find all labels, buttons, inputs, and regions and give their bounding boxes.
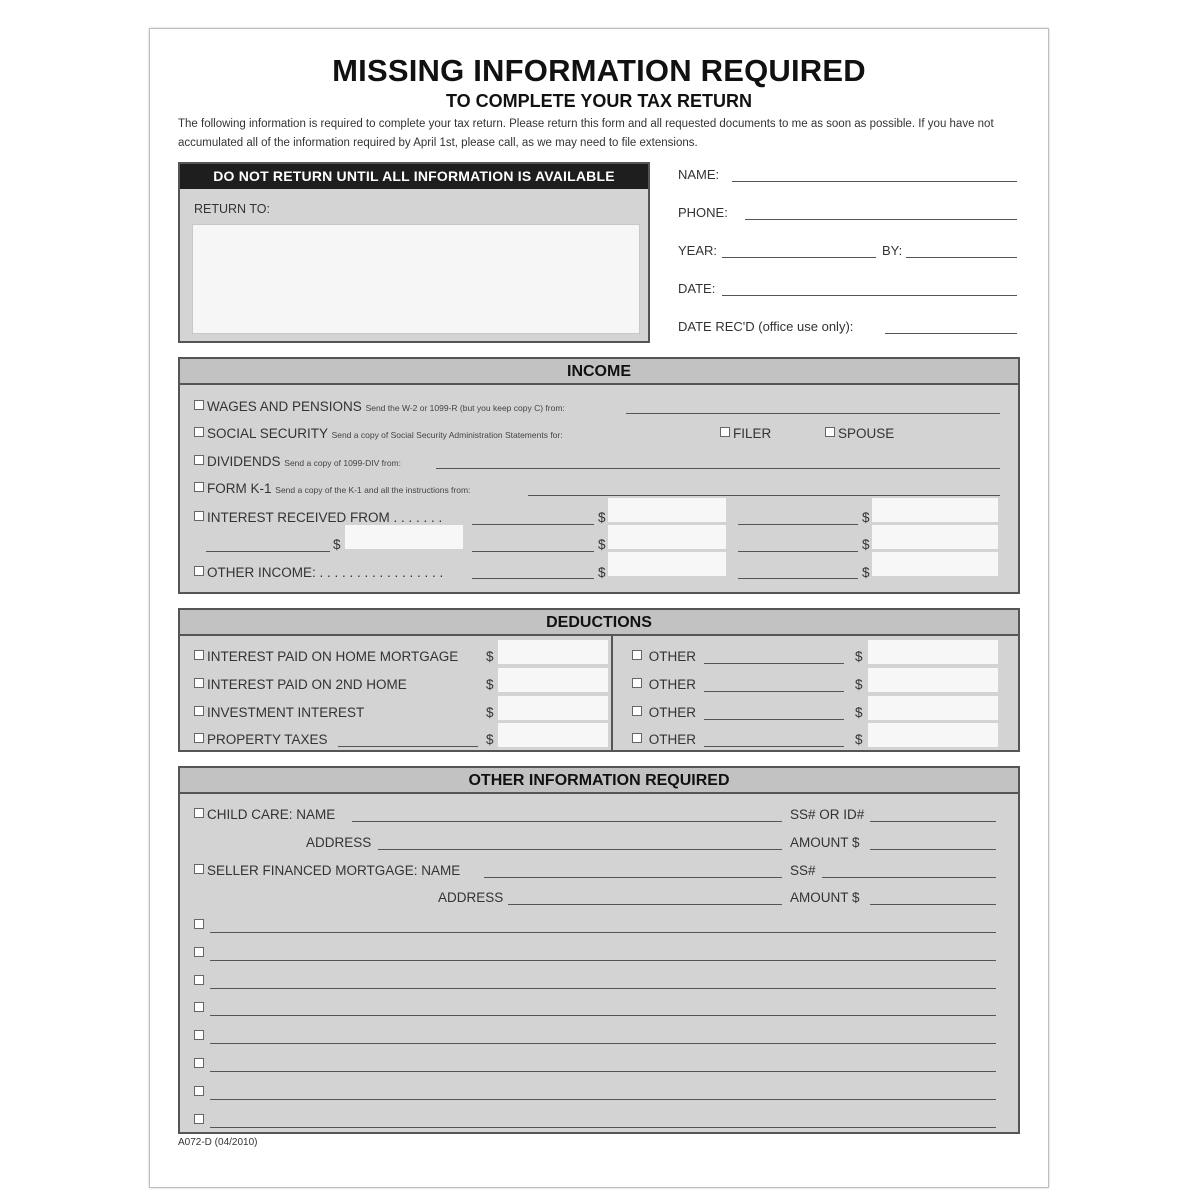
other-deduction-amount-box[interactable]	[868, 696, 998, 720]
deduction-label: INVESTMENT INTEREST	[207, 705, 365, 720]
deduction-checkbox[interactable]	[194, 706, 204, 716]
interest-received-label: INTEREST RECEIVED FROM . . . . . . .	[207, 510, 443, 525]
interest-payer-line[interactable]	[472, 551, 594, 552]
wages-checkbox[interactable]	[194, 400, 204, 410]
ss-or-id-label: SS# OR ID#	[790, 807, 865, 822]
other-deduction-label: OTHER	[648, 732, 697, 747]
deduction-checkbox[interactable]	[194, 678, 204, 688]
deduction-row	[194, 732, 328, 748]
form-k1-note: Send a copy of the K-1 and all the instructions from:	[275, 485, 471, 495]
interest-amount-box[interactable]	[872, 525, 998, 549]
blank-item-line[interactable]	[210, 1099, 996, 1100]
blank-item-checkbox[interactable]	[194, 1086, 204, 1096]
deduction-amount-box[interactable]	[498, 723, 608, 747]
date-field[interactable]	[722, 295, 1017, 296]
year-label: YEAR:	[678, 243, 718, 258]
other-income-row	[194, 565, 443, 581]
interest-payer-line[interactable]	[206, 551, 330, 552]
blank-item-checkbox[interactable]	[194, 919, 204, 929]
dollar-sign: $	[598, 565, 606, 580]
child-care-name-field[interactable]	[352, 821, 782, 822]
date-label: DATE:	[678, 281, 716, 296]
dividends-note: Send a copy of 1099-DIV from:	[284, 458, 401, 468]
dollar-sign: $	[855, 732, 863, 747]
other-deduction-row	[632, 705, 696, 721]
date-received-label: DATE REC'D (office use only):	[678, 319, 854, 334]
child-care-checkbox[interactable]	[194, 808, 204, 818]
form-k1-row	[194, 481, 470, 498]
deduction-row	[194, 677, 407, 693]
other-deduction-amount-box[interactable]	[868, 723, 998, 747]
seller-financed-amount-field[interactable]	[870, 904, 996, 905]
blank-item-line[interactable]	[210, 1043, 996, 1044]
other-income-amount-box[interactable]	[872, 552, 998, 576]
blank-item-line[interactable]	[210, 1071, 996, 1072]
seller-financed-checkbox[interactable]	[194, 864, 204, 874]
interest-payer-line[interactable]	[472, 524, 594, 525]
other-income-checkbox[interactable]	[194, 566, 204, 576]
dollar-sign: $	[333, 537, 341, 552]
dollar-sign: $	[855, 649, 863, 664]
seller-financed-amount-label: AMOUNT $	[790, 890, 860, 905]
form-code: A072-D (04/2010)	[178, 1137, 258, 1148]
blank-item-row	[194, 1113, 207, 1129]
other-deduction-line[interactable]	[704, 691, 844, 692]
by-label: BY:	[882, 243, 903, 258]
child-care-ss-field[interactable]	[870, 821, 996, 822]
other-information-section	[178, 766, 1020, 1134]
interest-amount-box[interactable]	[608, 525, 726, 549]
wages-label: WAGES AND PENSIONS	[207, 399, 362, 414]
other-deduction-amount-box[interactable]	[868, 668, 998, 692]
filer-option	[720, 426, 771, 442]
deductions-heading: DEDUCTIONS	[180, 610, 1018, 636]
blank-item-row	[194, 918, 207, 934]
deduction-checkbox[interactable]	[194, 733, 204, 743]
return-to-label: RETURN TO:	[194, 202, 270, 216]
seller-financed-row	[194, 863, 460, 879]
blank-item-line[interactable]	[210, 1127, 996, 1128]
dividends-checkbox[interactable]	[194, 455, 204, 465]
blank-item-checkbox[interactable]	[194, 1030, 204, 1040]
deduction-label: INTEREST PAID ON HOME MORTGAGE	[207, 649, 459, 664]
other-deduction-checkbox[interactable]	[632, 733, 642, 743]
form-title: MISSING INFORMATION REQUIRED	[332, 53, 866, 88]
other-income-payer-line[interactable]	[738, 578, 858, 579]
blank-item-checkbox[interactable]	[194, 947, 204, 957]
income-heading: INCOME	[180, 359, 1018, 385]
seller-financed-address-label: ADDRESS	[438, 890, 504, 905]
phone-field[interactable]	[745, 219, 1017, 220]
deduction-amount-box[interactable]	[498, 696, 608, 720]
seller-financed-name-field[interactable]	[484, 877, 782, 878]
other-deduction-checkbox[interactable]	[632, 706, 642, 716]
form-k1-field[interactable]	[528, 495, 1000, 496]
wages-note: Send the W-2 or 1099-R (but you keep copy C) from:	[365, 403, 565, 413]
form-k1-checkbox[interactable]	[194, 482, 204, 492]
intro-text: The following information is required to complete your tax return. Please return this form and all requested documents to me as soon as possible. If you have not accumulated all of the information required by April 1st, please call, as we may need to file extensions.	[178, 118, 994, 149]
wages-row	[194, 399, 565, 416]
other-deduction-checkbox[interactable]	[632, 678, 642, 688]
interest-amount-box[interactable]	[608, 498, 726, 522]
child-care-amount-field[interactable]	[870, 849, 996, 850]
property-taxes-line[interactable]	[338, 746, 478, 747]
dollar-sign: $	[598, 537, 606, 552]
blank-item-row	[194, 1029, 207, 1045]
deduction-amount-box[interactable]	[498, 640, 608, 664]
deduction-amount-box[interactable]	[498, 668, 608, 692]
child-care-address-field[interactable]	[378, 849, 782, 850]
dollar-sign: $	[855, 677, 863, 692]
other-deduction-row	[632, 732, 696, 748]
child-care-label: CHILD CARE: NAME	[207, 807, 336, 822]
phone-label: PHONE:	[678, 205, 728, 220]
blank-item-row	[194, 946, 207, 962]
other-income-amount-box[interactable]	[608, 552, 726, 576]
other-deduction-line[interactable]	[704, 719, 844, 720]
blank-item-row	[194, 1085, 207, 1101]
seller-financed-ss-field[interactable]	[822, 877, 996, 878]
interest-payer-line[interactable]	[738, 524, 858, 525]
child-care-row	[194, 807, 335, 823]
blank-item-line[interactable]	[210, 1015, 996, 1016]
other-deduction-row	[632, 677, 696, 693]
blank-item-row	[194, 1057, 207, 1073]
spouse-label: SPOUSE	[838, 426, 895, 441]
dollar-sign: $	[486, 705, 494, 720]
blank-item-checkbox[interactable]	[194, 975, 204, 985]
blank-item-row	[194, 974, 207, 990]
other-deduction-checkbox[interactable]	[632, 650, 642, 660]
name-field[interactable]	[732, 181, 1017, 182]
blank-item-line[interactable]	[210, 988, 996, 989]
other-deduction-row	[632, 649, 696, 665]
seller-financed-address-field[interactable]	[508, 904, 782, 905]
child-care-address-label: ADDRESS	[306, 835, 372, 850]
dollar-sign: $	[862, 537, 870, 552]
deductions-section	[178, 608, 1020, 752]
tax-form-page	[149, 28, 1049, 1188]
year-field[interactable]	[722, 257, 876, 258]
income-section	[178, 357, 1020, 594]
deduction-row	[194, 705, 364, 721]
other-deduction-amount-box[interactable]	[868, 640, 998, 664]
other-deduction-line[interactable]	[704, 746, 844, 747]
other-information-heading: OTHER INFORMATION REQUIRED	[180, 768, 1018, 794]
other-deduction-line[interactable]	[704, 663, 844, 664]
deduction-label: PROPERTY TAXES	[207, 732, 328, 747]
date-received-field[interactable]	[885, 333, 1017, 334]
dollar-sign: $	[486, 649, 494, 664]
social-security-label: SOCIAL SECURITY	[207, 426, 328, 441]
dollar-sign: $	[862, 565, 870, 580]
blank-item-line[interactable]	[210, 932, 996, 933]
dollar-sign: $	[855, 705, 863, 720]
filer-label: FILER	[733, 426, 772, 441]
seller-financed-label: SELLER FINANCED MORTGAGE: NAME	[207, 863, 461, 878]
deduction-row	[194, 649, 458, 665]
dividends-label: DIVIDENDS	[207, 454, 281, 469]
dollar-sign: $	[486, 677, 494, 692]
social-security-note: Send a copy of Social Security Administration Statements for:	[331, 430, 563, 440]
blank-item-line[interactable]	[210, 960, 996, 961]
child-care-amount-label: AMOUNT $	[790, 835, 860, 850]
return-box-heading: DO NOT RETURN UNTIL ALL INFORMATION IS AVAILABLE	[180, 164, 648, 189]
deductions-divider	[611, 636, 613, 750]
other-income-label: OTHER INCOME: . . . . . . . . . . . . . . . . .	[207, 565, 444, 580]
name-label: NAME:	[678, 167, 720, 182]
other-deduction-label: OTHER	[648, 705, 697, 720]
dividends-row	[194, 454, 401, 471]
other-deduction-label: OTHER	[648, 677, 697, 692]
by-field[interactable]	[906, 257, 1017, 258]
interest-amount-box[interactable]	[872, 498, 998, 522]
other-deduction-label: OTHER	[648, 649, 697, 664]
form-subtitle: TO COMPLETE YOUR TAX RETURN	[445, 91, 753, 111]
interest-received-row	[194, 510, 442, 526]
return-to-address-area[interactable]	[192, 224, 640, 334]
spouse-option	[825, 426, 894, 442]
blank-item-checkbox[interactable]	[194, 1114, 204, 1124]
wages-field[interactable]	[626, 413, 1000, 414]
social-security-row	[194, 426, 563, 443]
deduction-label: INTEREST PAID ON 2ND HOME	[207, 677, 407, 692]
dollar-sign: $	[486, 732, 494, 747]
blank-item-checkbox[interactable]	[194, 1058, 204, 1068]
interest-received-checkbox[interactable]	[194, 511, 204, 521]
other-income-payer-line[interactable]	[472, 578, 594, 579]
blank-item-row	[194, 1001, 207, 1017]
interest-amount-box[interactable]	[345, 525, 463, 549]
dollar-sign: $	[862, 510, 870, 525]
spouse-checkbox[interactable]	[825, 427, 835, 437]
deduction-checkbox[interactable]	[194, 650, 204, 660]
interest-payer-line[interactable]	[738, 551, 858, 552]
return-to-box	[178, 162, 650, 343]
filer-checkbox[interactable]	[720, 427, 730, 437]
dividends-field[interactable]	[436, 468, 1000, 469]
blank-item-checkbox[interactable]	[194, 1002, 204, 1012]
form-k1-label: FORM K-1	[207, 481, 272, 496]
social-security-checkbox[interactable]	[194, 427, 204, 437]
ss-label: SS#	[790, 863, 816, 878]
dollar-sign: $	[598, 510, 606, 525]
